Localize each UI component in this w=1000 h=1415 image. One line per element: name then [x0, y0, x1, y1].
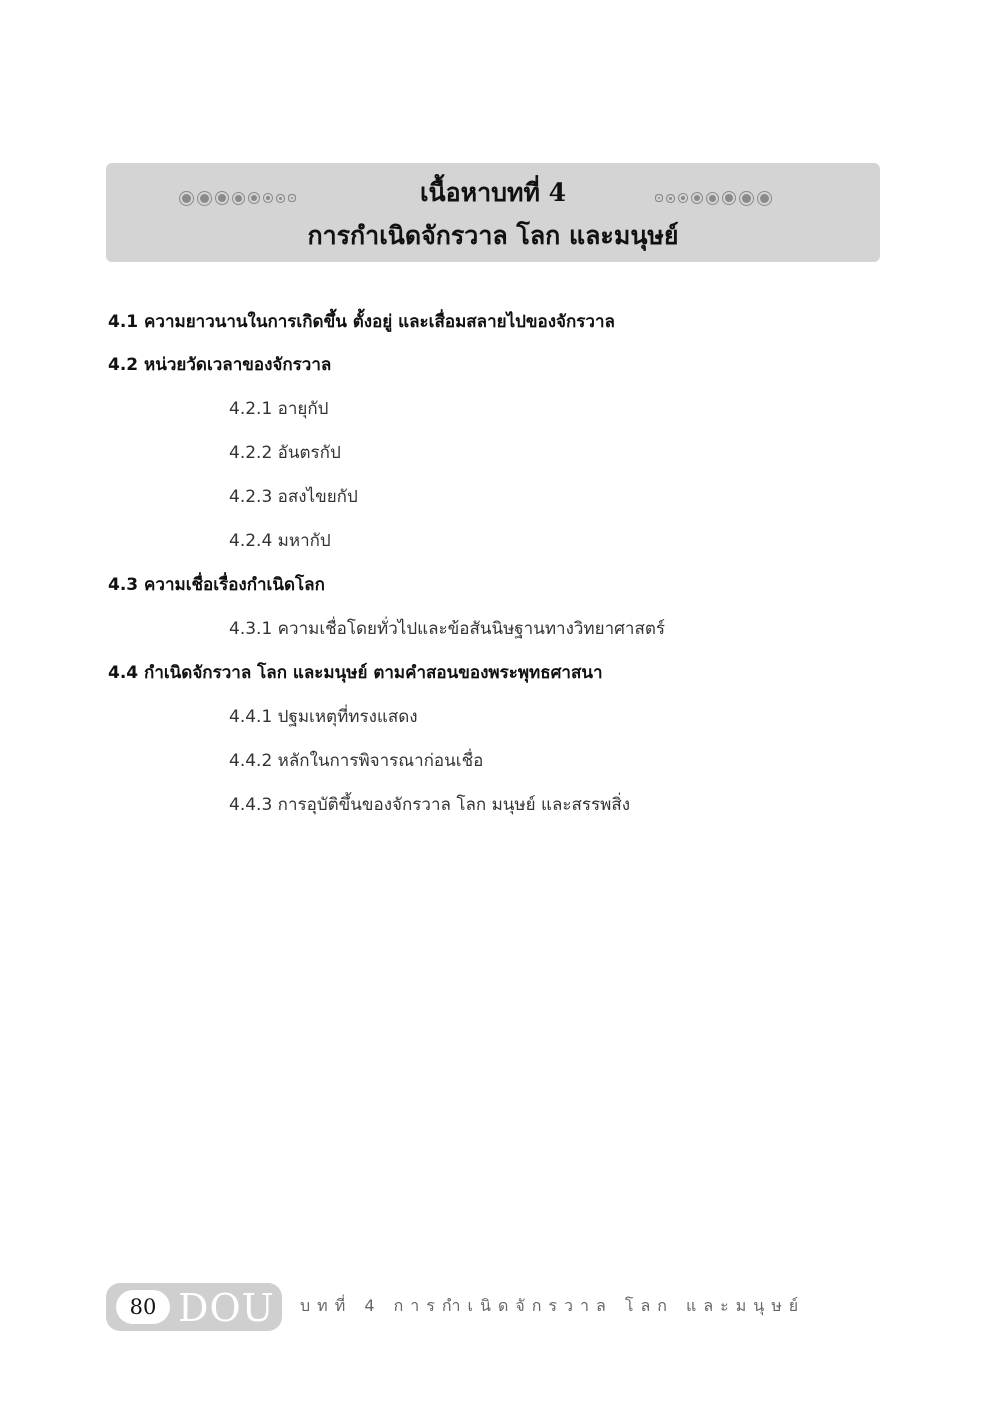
circle-icon: [669, 197, 672, 200]
running-title: บทที่ 4 การกำเนิดจักรวาล โลก และมนุษย์: [300, 1296, 806, 1315]
toc-item: 4.4 กำเนิดจักรวาล โลก และมนุษย์ ตามคำสอนของพระพุทธศาสนา: [108, 663, 603, 683]
toc-subitem: 4.4.1 ปฐมเหตุที่ทรงแสดง: [229, 707, 418, 727]
logo-text: DOU: [178, 1286, 275, 1330]
circle-icon: [742, 194, 751, 203]
toc-subitem: 4.2.1 อายุกัป: [229, 399, 329, 419]
toc-subitem: 4.2.3 อสงไขยกัป: [229, 487, 358, 507]
toc-item: 4.3 ความเชื่อเรื่องกำเนิดโลก: [108, 575, 325, 595]
circle-icon: [658, 197, 660, 199]
circle-icon: [725, 194, 733, 202]
circle-icon: [694, 195, 700, 201]
toc-item: 4.1 ความยาวนานในการเกิดขึ้น ตั้งอยู่ และเสื่อมสลายไปของจักรวาล: [108, 312, 615, 332]
dotted-circles-icon: [658, 187, 778, 209]
circle-icon: [760, 194, 769, 203]
toc-subitem: 4.2.4 มหากัป: [229, 531, 331, 551]
chapter-title: การกำเนิดจักรวาล โลก และมนุษย์: [307, 221, 679, 250]
page-number: 80: [116, 1290, 170, 1324]
toc-subitem: 4.2.2 อันตรกัป: [229, 443, 341, 463]
toc-item: 4.2 หน่วยวัดเวลาของจักรวาล: [108, 355, 332, 375]
circle-icon: [709, 195, 716, 202]
section-title: เนื้อหาบทที่ 4: [419, 178, 567, 207]
section-header: [106, 163, 880, 262]
toc-subitem: 4.4.2 หลักในการพิจารณาก่อนเชื่อ: [229, 751, 484, 771]
footer-badge: [106, 1283, 282, 1331]
toc-subitem: 4.4.3 การอุบัติขึ้นของจักรวาล โลก มนุษย์ และสรรพสิ่ง: [229, 795, 631, 815]
toc-subitem: 4.3.1 ความเชื่อโดยทั่วไปและข้อสันนิษฐานทางวิทยาศาสตร์: [229, 619, 666, 639]
circle-icon: [681, 196, 685, 200]
